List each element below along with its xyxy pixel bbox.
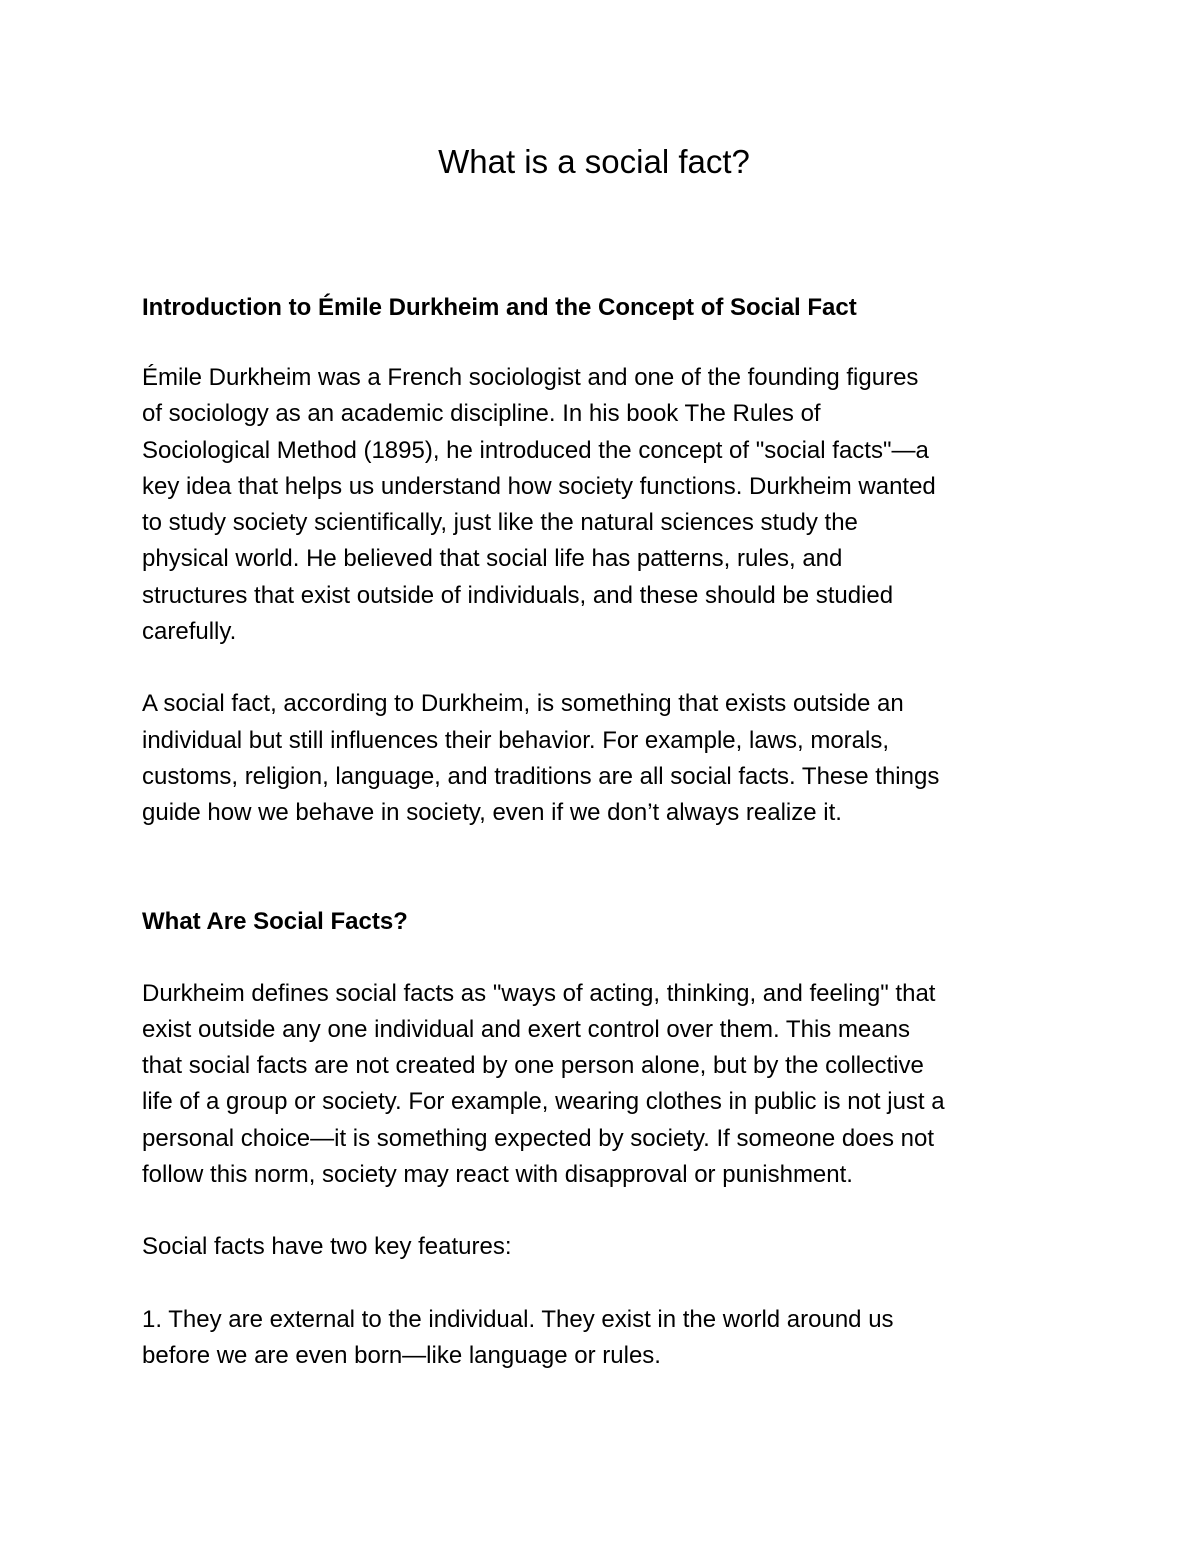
text-line: Durkheim defines social facts as "ways of acting, thinking, and feeling" that <box>142 979 936 1007</box>
text-line: Émile Durkheim was a French sociologist and one of the founding figures <box>142 364 919 391</box>
text-line: individual but still influences their behavior. For example, laws, morals, <box>142 726 890 754</box>
text-line: 1. They are external to the individual. They exist in the world around us <box>142 1305 894 1333</box>
text-line: to study society scientifically, just like the natural sciences study the <box>142 509 858 537</box>
text-line: that social facts are not created by one person alone, but by the collective <box>142 1052 924 1080</box>
paragraph-durkheim-definition <box>142 976 1072 1194</box>
paragraph-social-fact-definition <box>142 686 1072 831</box>
text-line: of sociology as an academic discipline. In his book The Rules of <box>142 400 821 428</box>
text-line: structures that exist outside of individuals, and these should be studied <box>142 581 894 609</box>
text-line: life of a group or society. For example, wearing clothes in public is not just a <box>142 1088 945 1116</box>
text-line: personal choice—it is something expected by society. If someone does not <box>142 1124 934 1152</box>
text-line: follow this norm, society may react with disapproval or punishment. <box>142 1161 853 1189</box>
text-line: Sociological Method (1895), he introduced the concept of "social facts"—a <box>142 436 929 464</box>
section-heading-introduction: Introduction to Émile Durkheim and the Concept of Social Fact <box>142 294 857 321</box>
text-line: exist outside any one individual and exert control over them. This means <box>142 1015 910 1043</box>
text-line: before we are even born—like language or rules. <box>142 1341 661 1369</box>
text-line: physical world. He believed that social life has patterns, rules, and <box>142 545 843 573</box>
text-line: carefully. <box>142 618 237 646</box>
document-body <box>142 290 1072 1374</box>
document-title: What is a social fact? <box>438 143 750 180</box>
text-line: Social facts have two key features: <box>142 1233 512 1261</box>
text-line: A social fact, according to Durkheim, is something that exists outside an <box>142 690 904 718</box>
text-line: guide how we behave in society, even if we don’t always realize it. <box>142 799 842 827</box>
section-heading-what-are-social-facts: What Are Social Facts? <box>142 907 408 935</box>
text-line: key idea that helps us understand how society functions. Durkheim wanted <box>142 472 936 500</box>
paragraph-key-features-intro <box>142 1229 1072 1265</box>
text-line: customs, religion, language, and traditions are all social facts. These things <box>142 762 940 790</box>
paragraph-durkheim-intro <box>142 360 1072 650</box>
list-item-external <box>142 1302 1072 1375</box>
